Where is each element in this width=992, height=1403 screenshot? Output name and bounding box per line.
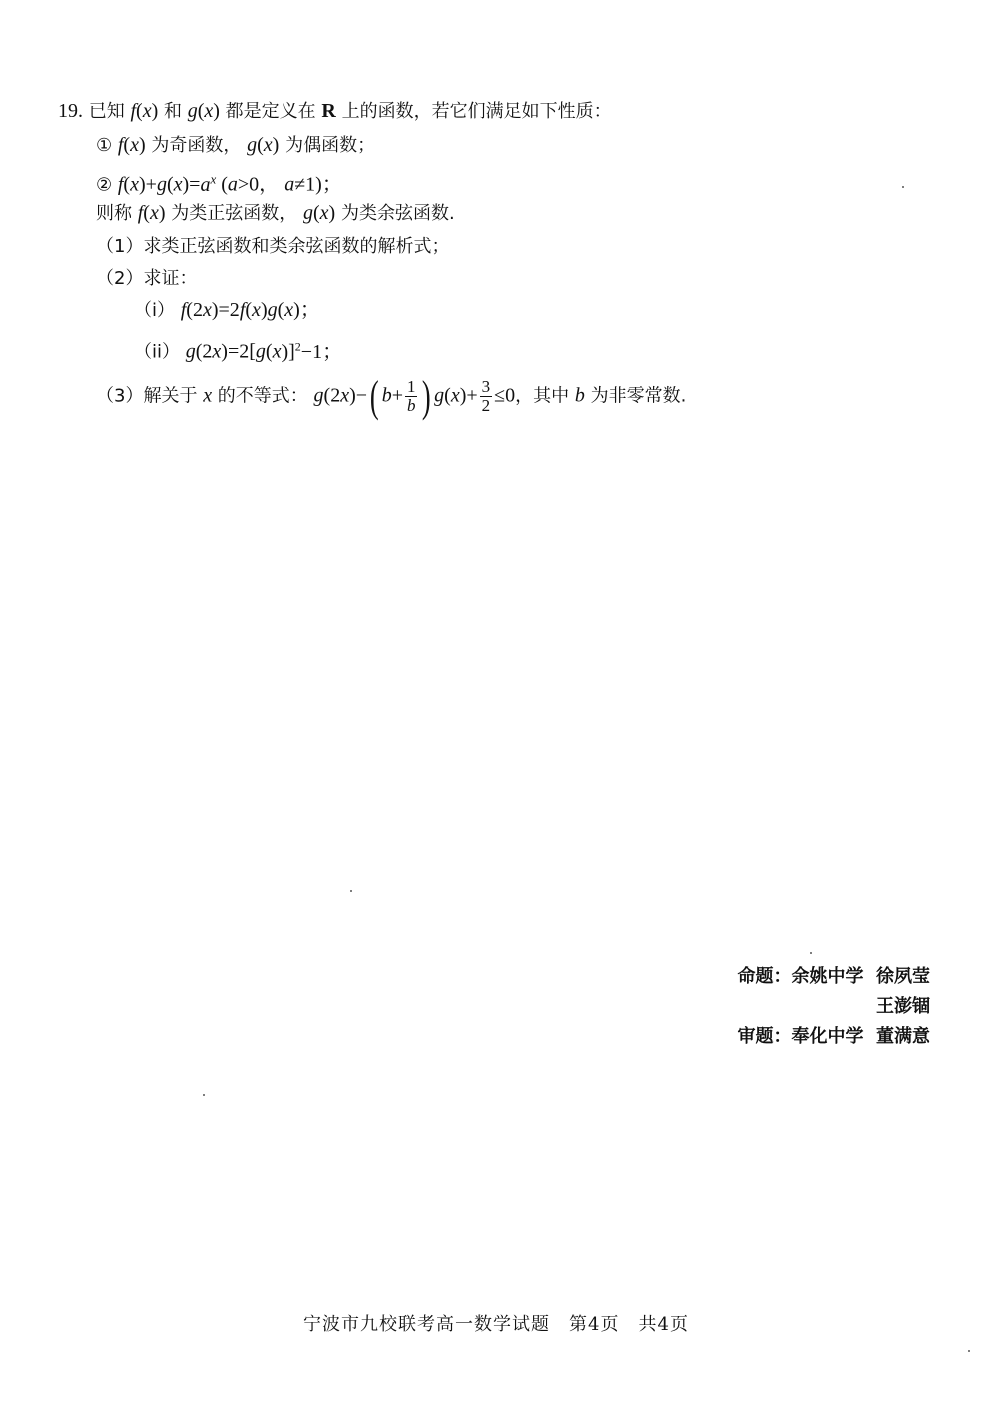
property-2: ② $f(x)+g(x)=a^x$ (a>0， a≠1)； (96, 171, 342, 196)
scan-speck (810, 952, 812, 954)
part-3: （3）解关于 x 的不等式： g(2x)−( b+ $\frac{1}{b}$ ) g(x)+ $\frac{3}{2}$ ≤0，其中 b 为非零常数. (96, 371, 687, 421)
scan-speck (203, 1094, 205, 1096)
part-2: （2）求证： (96, 268, 198, 289)
problem-intro: 19. 已知 f(x) 和 g(x) 都是定义在 R 上的函数，若它们满足如下性质： (58, 100, 612, 122)
page-footer: 宁波市九校联考高一数学试题 第4页 共4页 (303, 1314, 689, 1335)
property-1: ① f(x) 为奇函数， g(x) 为偶函数； (96, 134, 376, 156)
part-2-ii: （ii） $g(2x)=2[g(x)]^2-1$； (134, 339, 343, 363)
scan-speck (350, 890, 352, 892)
part-2-i: （i） f(2x)=2f(x)g(x)； (134, 299, 320, 321)
scan-speck (968, 1350, 970, 1352)
part-1: （1）求类正弦函数和类余弦函数的解析式； (96, 236, 450, 257)
scan-speck (902, 186, 904, 188)
setter-line: 命题：余姚中学 徐夙莹 (737, 966, 930, 987)
reviewer-line: 审题：奉化中学 董满意 (737, 1026, 930, 1047)
setter-line-2: 王澎锢 (876, 996, 930, 1017)
credits (737, 962, 930, 1052)
definition: 则称 f(x) 为类正弦函数， g(x) 为类余弦函数. (96, 202, 455, 224)
